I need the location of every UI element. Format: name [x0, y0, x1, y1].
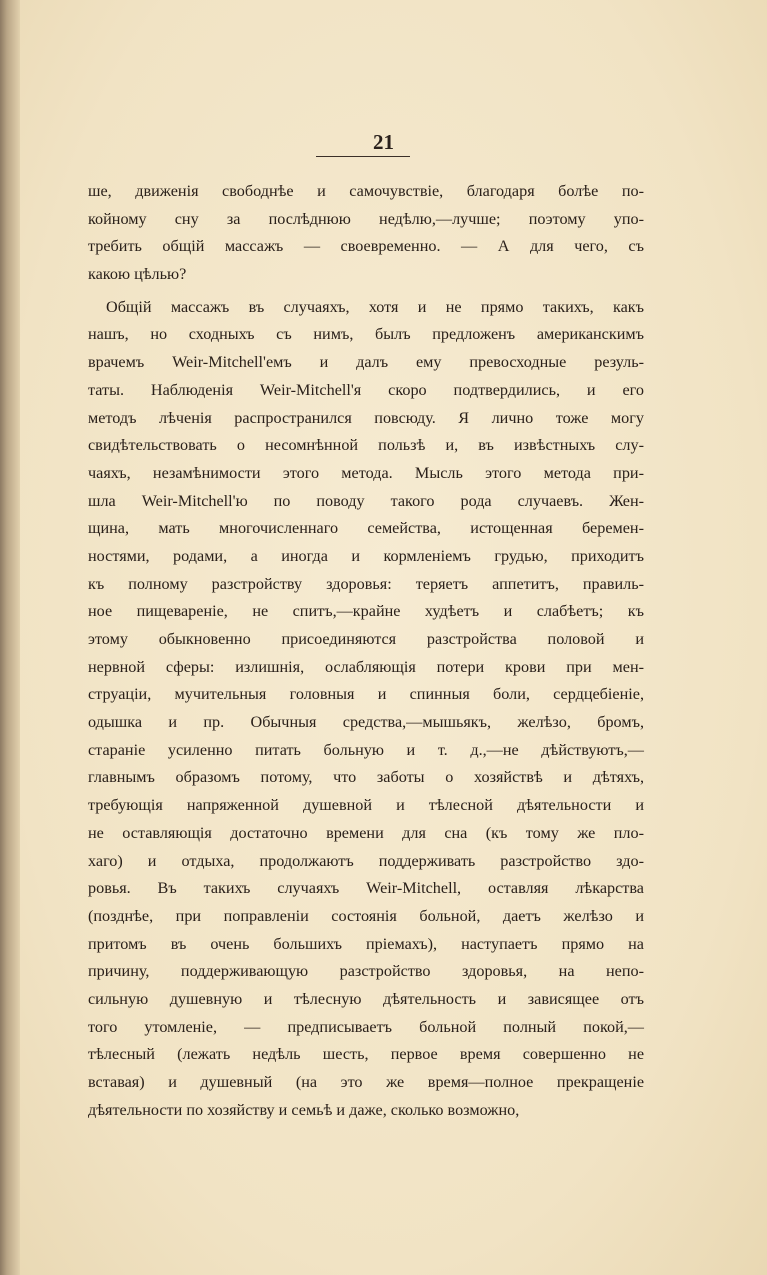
text-line: койному сну за послѣднюю недѣлю,—лучше; поэтому упо- — [88, 209, 644, 228]
text-line: ное пищевареніе, не спитъ,—крайне худѣетъ и слабѣетъ; къ — [88, 602, 644, 621]
text-line: свидѣтельствовать о несомнѣнной пользѣ и, въ извѣстныхъ слу- — [88, 436, 644, 455]
text-line: сильную душевную и тѣлесную дѣятельность и зависящее отъ — [88, 989, 644, 1008]
page-number: 21 — [373, 130, 394, 154]
text-line: причину, поддерживающую разстройство здоровья, на непо- — [88, 962, 644, 981]
text-line: вставая) и душевный (на это же время—полное прекращеніе — [88, 1073, 644, 1091]
text-line: нервной сферы: излишнія, ослабляющія потери крови при мен- — [88, 657, 644, 676]
text-line: требующія напряженной душевной и тѣлесной дѣятельности и — [88, 796, 644, 815]
text-line: шла Weir-Mitchell'ю по поводу такого рода случаевъ. Жен- — [88, 491, 644, 510]
body-text — [88, 178, 644, 1124]
text-line: щина, мать многочисленнаго семейства, истощенная беремен- — [88, 519, 644, 538]
paragraph-2 — [88, 294, 644, 1125]
paragraph-1 — [88, 178, 644, 289]
text-line: этому обыкновенно присоединяются разстройства половой и — [88, 630, 644, 648]
text-line: ровья. Въ такихъ случаяхъ Weir-Mitchell, оставляя лѣкарства — [88, 879, 644, 898]
text-line: ше, движенія свободнѣе и самочувствіе, благодаря болѣе по- — [88, 182, 644, 200]
text-line: методъ лѣченія распространился повсюду. Я лично тоже могу — [88, 408, 644, 427]
text-line: тѣлесный (лежать недѣль шесть, первое время совершенно не — [88, 1045, 644, 1064]
header-rule — [316, 156, 410, 157]
text-line: таты. Наблюденія Weir-Mitchell'я скоро подтвердились, и его — [88, 380, 644, 399]
text-line: не оставляющія достаточно времени для сна (къ тому же пло- — [88, 823, 644, 842]
text-line: струаціи, мучительныя головныя и спинныя боли, сердцебіеніе, — [88, 685, 644, 704]
text-line: ностями, родами, а иногда и кормленіемъ грудью, приходитъ — [88, 546, 644, 565]
text-line: дѣятельности по хозяйству и семьѣ и даже, сколько возможно, — [88, 1100, 520, 1119]
text-line: (позднѣе, при поправленіи состоянія больной, даетъ желѣзо и — [88, 906, 644, 925]
text-line: одышка и пр. Обычныя средства,—мышьякъ, желѣзо, бромъ, — [88, 713, 644, 732]
page-binding-edge — [0, 0, 20, 1275]
text-line: къ полному разстройству здоровья: теряетъ аппетитъ, правиль- — [88, 574, 644, 593]
text-line: врачемъ Weir-Mitchell'емъ и далъ ему превосходные резуль- — [88, 353, 644, 372]
text-line: нашъ, но сходныхъ съ нимъ, былъ предложенъ американскимъ — [88, 325, 644, 344]
text-line: притомъ въ очень большихъ пріемахъ), наступаетъ прямо на — [88, 934, 644, 953]
text-line: какою цѣлью? — [88, 265, 187, 284]
text-line: главнымъ образомъ потому, что заботы о хозяйствѣ и дѣтяхъ, — [88, 768, 644, 787]
text-line: хаго) и отдыха, продолжаютъ поддерживать разстройство здо- — [88, 851, 644, 870]
text-line: Общій массажъ въ случаяхъ, хотя и не прямо такихъ, какъ — [106, 297, 644, 316]
text-line: требить общій массажъ — своевременно. — А для чего, съ — [88, 237, 644, 256]
text-line: чаяхъ, незамѣнимости этого метода. Мысль этого метода при- — [88, 463, 644, 482]
text-line: стараніе усиленно питать больную и т. д.,—не дѣйствуютъ,— — [88, 740, 644, 759]
text-line: того утомленіе, — предписываетъ больной полный покой,— — [88, 1017, 644, 1036]
